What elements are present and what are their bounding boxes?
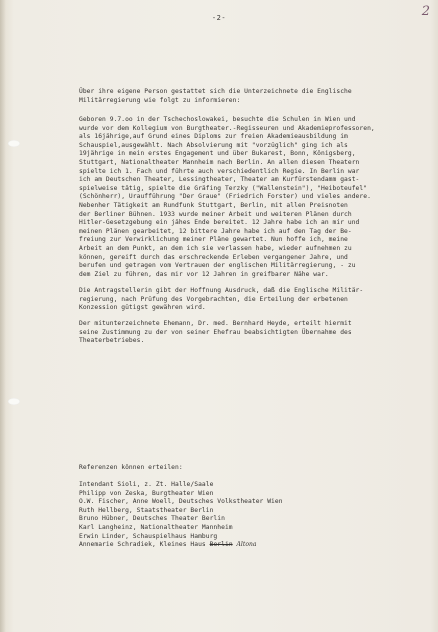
reference-line: Erwin Linder, Schauspielhaus Hamburg bbox=[79, 532, 218, 540]
text-line: Militärregierung wie folgt zu informieren: bbox=[79, 96, 241, 104]
text-line: Geboren 9.7.oo in der Tschechoslowakei, besuchte die Schulen in Wien und bbox=[79, 116, 356, 123]
hope-paragraph bbox=[79, 287, 431, 313]
text-line: spielte ich 1. Fach und führte auch verschiedentlich Regie. In Berlin war bbox=[79, 167, 360, 175]
text-line: seine Zustimmung zu der von seiner Ehefrau beabsichtigten Übernahme des bbox=[79, 328, 352, 336]
reference-line: Philipp von Zeska, Burgtheater Wien bbox=[79, 489, 214, 497]
last-reference-typed: Annemarie Schradiek, Kleines Haus bbox=[79, 541, 206, 548]
text-line: Nebenher Tätigkeit am Rundfunk Stuttgart, Berlin, mit allen Preisnoten bbox=[79, 201, 348, 209]
text-line: Die Antragstellerin gibt der Hoffnung Ausdruck, daß die Englische Militär- bbox=[79, 287, 364, 294]
text-line: Konzession gütigst gewähren wird. bbox=[79, 304, 206, 312]
text-line: regierung, nach Prüfung des Vorgebrachten, die Erteilung der erbetenen bbox=[79, 295, 348, 303]
punch-hole bbox=[8, 140, 20, 147]
text-line: Hitler-Gesetzgebung ein jähes Ende bereitet. 12 Jahre habe ich an mir und bbox=[79, 219, 360, 227]
reference-line: Intendant Sioli, z. Zt. Halle/Saale bbox=[79, 481, 214, 488]
text-line: spielweise tätig, spielte die Gräfing Terzky ("Wallenstein"), "Heiboteufel" bbox=[79, 184, 368, 192]
text-line: Der mitunterzeichnete Ehemann, Dr. med. Bernhard Heyde, erteilt hiermit bbox=[79, 320, 352, 327]
text-line: meinen Plänen gearbeitet, 12 bittere Jahre habe ich auf den Tag der Be- bbox=[79, 227, 352, 235]
reference-line: Ruth Hellberg, Staatstheater Berlin bbox=[79, 506, 214, 514]
text-line: 19jährige in mein erstes Engagement und über Bukarest, Bonn, Königsberg, bbox=[79, 150, 356, 158]
reference-line: Karl Langheinz, Nationaltheater Mannheim bbox=[79, 523, 233, 531]
reference-line: Bruno Hübner, Deutsches Theater Berlin bbox=[79, 515, 225, 523]
text-line: als 16jährige,auf Grund eines Diploms zur freien Akademieausbildung im bbox=[79, 133, 348, 141]
struck-text: Berlin bbox=[209, 541, 233, 548]
handwritten-correction: Altona bbox=[236, 541, 257, 548]
text-line: können, gereift durch das erschreckende Erleben vergangener Jahre, und bbox=[79, 253, 348, 261]
text-line: berufen und getragen vom Vertrauen der englischen Militärregierung, - zu bbox=[79, 262, 356, 270]
references-list bbox=[79, 481, 431, 541]
reference-line: O.W. Fischer, Anne Woell, Deutsches Volkstheater Wien bbox=[79, 498, 283, 506]
text-line: Schauspiel,ausgewählt. Nach Absolvierung mit "vorzüglich" ging ich als bbox=[79, 141, 348, 149]
references-heading: Referenzen können erteilen: bbox=[79, 464, 183, 471]
intro-paragraph bbox=[79, 88, 431, 105]
handwritten-page-mark: 2 bbox=[421, 4, 430, 19]
text-line: Stuttgart, Nationaltheater Mannheim nach Berlin. An allen diesen Theatern bbox=[79, 158, 360, 166]
text-line: der Berliner Bühnen. 1933 wurde meiner Arbeit und weiteren Plänen durch bbox=[79, 210, 352, 218]
text-line: dem Ziel zu führen, das mir vor 12 Jahren in greifbarer Nähe war. bbox=[79, 270, 329, 278]
text-line: (Schönherr), Uraufführung "Der Graue" (Friedrich Forster) und vieles andere. bbox=[79, 193, 371, 201]
text-line: ich am Deutschen Theater, Lessingtheater, Theater am Kurfürstendamm gast- bbox=[79, 176, 360, 184]
biography-paragraph bbox=[79, 116, 431, 279]
last-reference bbox=[79, 541, 431, 550]
text-line: freiung zur Verwirklichung meiner Pläne gewartet. Nun hoffe ich, meine bbox=[79, 236, 348, 244]
text-line: wurde vor dem Kollegium von Burgtheater.-Regisseuren und Akademieprofessoren, bbox=[79, 124, 375, 132]
husband-consent-paragraph bbox=[79, 320, 431, 346]
text-line: Über ihre eigene Person gestattet sich die Unterzeichnete die Englische bbox=[79, 88, 352, 95]
text-line: Theaterbetriebes. bbox=[79, 337, 145, 345]
punch-hole bbox=[8, 398, 20, 405]
page-number: -2- bbox=[211, 14, 227, 22]
text-line: Arbeit an dem Punkt, an dem ich sie verlassen habe, wieder aufnehmen zu bbox=[79, 244, 352, 252]
